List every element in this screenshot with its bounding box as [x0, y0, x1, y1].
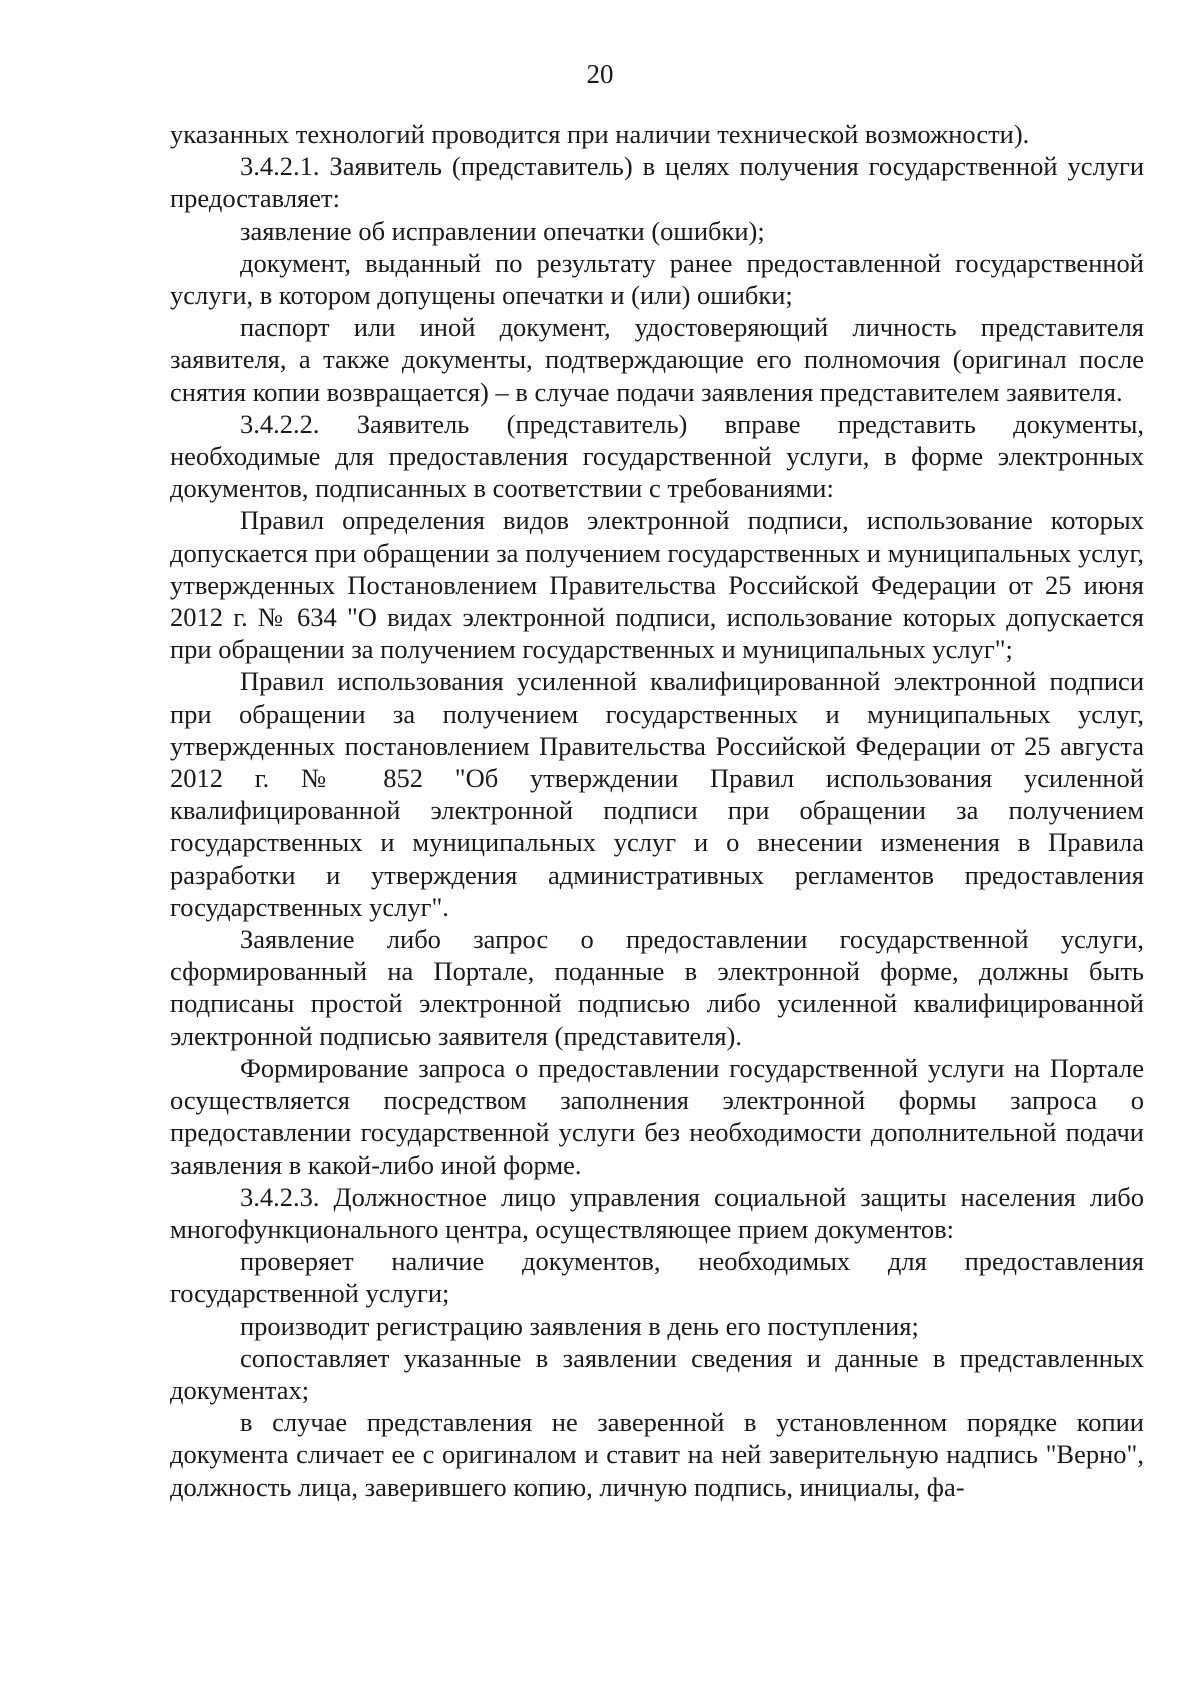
- paragraph-list-item: сопоставляет указанные в заявлении сведения и данные в представленных документах;: [170, 1342, 1144, 1405]
- document-body: [170, 118, 1144, 1503]
- paragraph-list-item: в случае представления не заверенной в установленном порядке копии документа сличает ее с оригиналом и ставит на ней заверительную надпись "Верно", должность лица, заверившего копию, личную подпись, инициалы, фа-: [170, 1407, 1144, 1502]
- paragraph-3-4-2-3: 3.4.2.3. Должностное лицо управления социальной защиты населения либо многофункционального центра, осуществляющее прием документов:: [170, 1181, 1144, 1244]
- paragraph-list-item: проверяет наличие документов, необходимых для предоставления государственной услуги;: [170, 1246, 1144, 1309]
- paragraph-rules-852: Правил использования усиленной квалифицированной электронной подписи при обращении за получением государственных и муниципальных услуг, утвержденных постановлением Правительства Российской Федерации от 25 августа 2012 г. № 852 "Об утверждении Правил использования усиленной квалифицированной электронной подписи при обращении за получением государственных и муниципальных услуг и о внесении изменения в Правила разработки и утверждения административных регламентов предоставления государственных услуг".: [170, 666, 1144, 922]
- paragraph-signature-requirement: Заявление либо запрос о предоставлении государственной услуги, сформированный на Портале, поданные в электронной форме, должны быть подписаны простой электронной подписью либо усиленной квалифицированной электронной подписью заявителя (представителя).: [170, 924, 1144, 1051]
- paragraph-continuation: указанных технологий проводится при наличии технической возможности).: [170, 119, 1030, 149]
- paragraph-list-item: заявление об исправлении опечатки (ошибки);: [240, 215, 765, 246]
- paragraph-portal-request: Формирование запроса о предоставлении государственной услуги на Портале осуществляется посредством заполнения электронной формы запроса о предоставлении государственной услуги без необходимости дополнительной подачи заявления в какой-либо иной форме.: [170, 1052, 1144, 1180]
- paragraph-rules-634: Правил определения видов электронной подписи, использование которых допускается при обращении за получением государственных и муниципальных услуг, утвержденных Постановлением Правительства Российской Федерации от 25 июня 2012 г. № 634 "О видах электронной подписи, использование которых допускается при обращении за получением государственных и муниципальных услуг";: [170, 505, 1144, 665]
- paragraph-3-4-2-1: 3.4.2.1. Заявитель (представитель) в целях получения государственной услуги предоставляет:: [170, 151, 1144, 214]
- paragraph-list-item: производит регистрацию заявления в день его поступления;: [240, 1310, 919, 1341]
- paragraph-3-4-2-2: 3.4.2.2. Заявитель (представитель) вправе представить документы, необходимые для предоставления государственной услуги, в форме электронных документов, подписанных в соответствии с требованиями:: [170, 408, 1144, 504]
- paragraph-list-item: документ, выданный по результату ранее предоставленной государственной услуги, в котором допущены опечатки и (или) ошибки;: [170, 247, 1144, 311]
- paragraph-list-item: паспорт или иной документ, удостоверяющий личность представителя заявителя, а также документы, подтверждающие его полномочия (оригинал после снятия копии возвращается) – в случае подачи заявления представителем заявителя.: [170, 312, 1144, 407]
- page-number: 20: [586, 59, 614, 89]
